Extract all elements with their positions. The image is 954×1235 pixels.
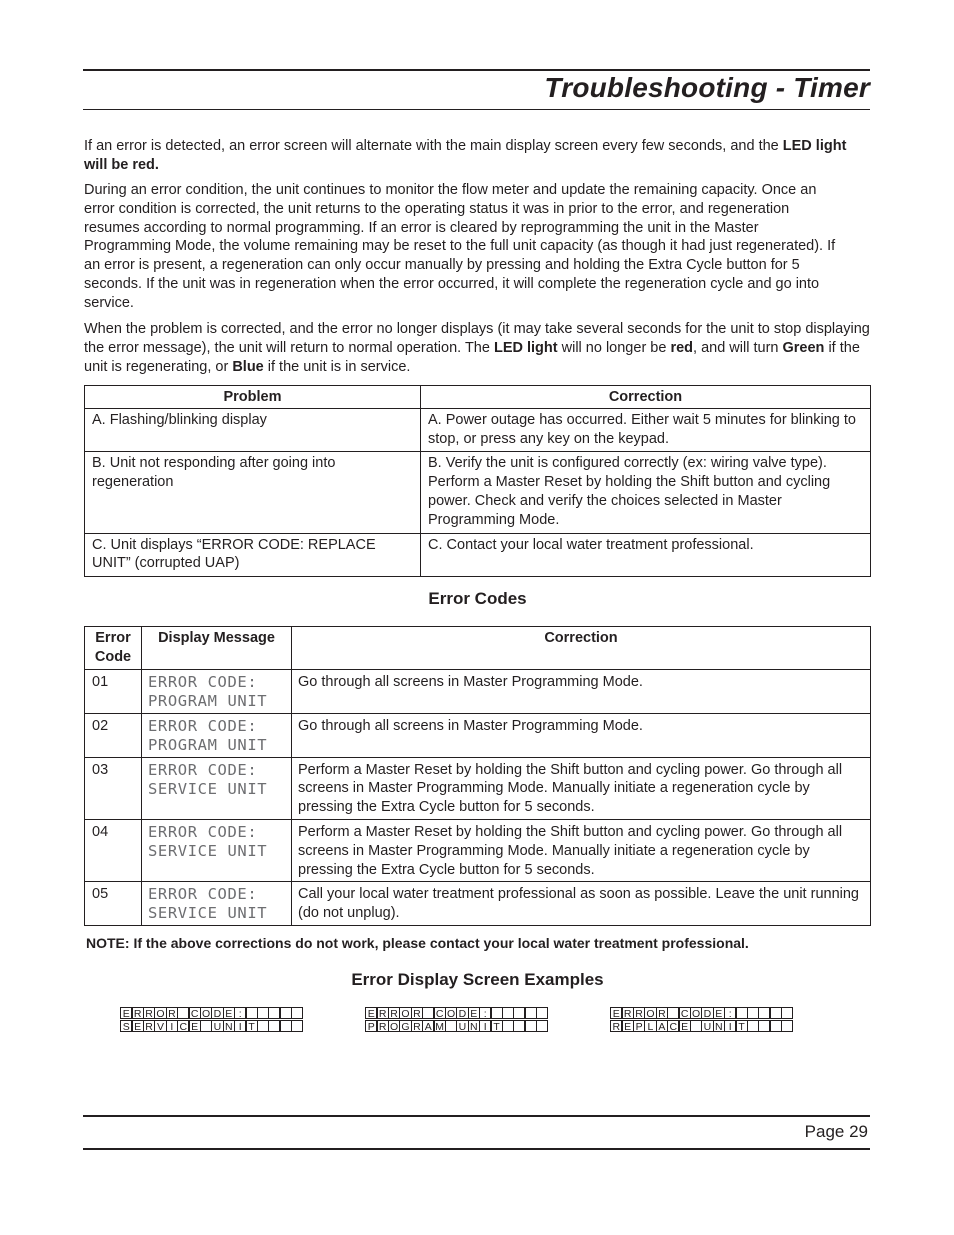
lcd-cell [770, 1007, 782, 1019]
lcd-cell: O [690, 1007, 702, 1019]
lcd-cell: E [622, 1020, 634, 1032]
p3-text-g: if the unit is regenerating, or [84, 339, 860, 375]
lcd-cell [257, 1020, 269, 1032]
lcd-cell [536, 1007, 548, 1019]
table-row [85, 882, 871, 926]
lcd-cell [445, 1020, 457, 1032]
intro-p1-bold: LED light will be red. [84, 138, 847, 173]
lcd-cell [667, 1007, 679, 1019]
p3-green: Green [782, 339, 825, 356]
lcd-cell: P [365, 1020, 377, 1032]
display-message-cell [142, 882, 292, 926]
lcd-cell: R [610, 1020, 622, 1032]
p3-text-e: , and will turn [693, 339, 783, 356]
display-message-cell [142, 669, 292, 713]
correction-cell: Call your local water treatment professional as soon as possible. Leave the unit running (do not unplug). [292, 882, 871, 926]
error-screen-example-2 [366, 1008, 548, 1034]
lcd-cell: E [223, 1007, 235, 1019]
lcd-cell: O [399, 1007, 411, 1019]
lcd-cell [280, 1020, 292, 1032]
p3-red: red [670, 339, 694, 356]
lcd-cell [525, 1007, 537, 1019]
table-row [85, 757, 871, 819]
lcd-cell: L [644, 1020, 656, 1032]
lcd-line-2: SERVICE UNIT [148, 904, 268, 923]
lcd-line-1: ERROR CODE: [148, 885, 258, 904]
error-code-cell: 04 [85, 819, 142, 881]
lcd-cell: C [189, 1007, 201, 1019]
p3-led-light: LED light [493, 339, 558, 356]
lcd-line-2: PROGRAM UNIT [148, 691, 268, 710]
lcd-cell: U [701, 1020, 713, 1032]
lcd-cell: D [211, 1007, 223, 1019]
footer-bottom-rule [83, 1148, 870, 1150]
note-text: NOTE: If the above corrections do not work, please contact your local water treatment professional. [86, 935, 749, 951]
lcd-cell: R [143, 1007, 155, 1019]
lcd-cell: T [491, 1020, 503, 1032]
lcd-row-line1 [611, 1008, 793, 1021]
problem-correction-table [84, 385, 871, 577]
lcd-cell: R [166, 1007, 178, 1019]
lcd-cell: N [223, 1020, 235, 1032]
lcd-cell: D [456, 1007, 468, 1019]
lcd-cell: E [468, 1007, 480, 1019]
correction-header: Correction [292, 627, 871, 670]
lcd-cell [736, 1007, 748, 1019]
lcd-cell: E [713, 1007, 725, 1019]
lcd-cell: N [468, 1020, 480, 1032]
lcd-cell: E [132, 1020, 144, 1032]
lcd-cell: E [189, 1020, 201, 1032]
lcd-line-2: SERVICE UNIT [148, 779, 268, 798]
lcd-cell: O [154, 1007, 166, 1019]
table-header-row [85, 627, 871, 670]
lcd-cell [177, 1007, 189, 1019]
lcd-cell [513, 1020, 525, 1032]
table-row [85, 669, 871, 713]
error-code-cell: 01 [85, 669, 142, 713]
p3-text-i: if the unit is in service. [263, 358, 411, 375]
lcd-cell [781, 1020, 793, 1032]
lcd-cell: T [736, 1020, 748, 1032]
lcd-cell: O [644, 1007, 656, 1019]
p3-text-a: When the problem is corrected, and the error no longer displays (it may take several seconds for the unit to stop displaying the error message), the unit will return to normal operation. The [84, 321, 870, 356]
lcd-cell: R [411, 1007, 423, 1019]
lcd-row-line1 [366, 1008, 548, 1021]
lcd-cell [502, 1020, 514, 1032]
lcd-cell: P [633, 1020, 645, 1032]
lcd-row-line2 [121, 1021, 303, 1034]
correction-cell: Perform a Master Reset by holding the Shift button and cycling power. Go through all screens in Master Programming Mode. Manually initiate a regeneration cycle by pressing the Extra Cycle button for 5 seconds. [292, 819, 871, 881]
lcd-cell [291, 1007, 303, 1019]
intro-paragraph-1 [84, 137, 870, 175]
lcd-row-line1 [121, 1008, 303, 1021]
lcd-cell: : [479, 1007, 491, 1019]
lcd-line-1: ERROR CODE: [148, 760, 258, 779]
lcd-cell [280, 1007, 292, 1019]
table-header-row [85, 386, 871, 409]
lcd-cell [758, 1007, 770, 1019]
lcd-cell: : [724, 1007, 736, 1019]
lcd-line-2: PROGRAM UNIT [148, 735, 268, 754]
lcd-cell: O [200, 1007, 212, 1019]
lcd-cell: I [724, 1020, 736, 1032]
lcd-cell: R [377, 1020, 389, 1032]
lcd-cell: R [132, 1007, 144, 1019]
lcd-cell: I [234, 1020, 246, 1032]
lcd-cell [747, 1020, 759, 1032]
lcd-cell: S [120, 1020, 132, 1032]
lcd-cell: R [388, 1007, 400, 1019]
table-row [85, 452, 871, 533]
lcd-cell [502, 1007, 514, 1019]
table-row [85, 533, 871, 577]
lcd-line-1: ERROR CODE: [148, 822, 258, 841]
problem-cell: C. Unit displays “ERROR CODE: REPLACE UNIT” (corrupted UAP) [85, 533, 421, 577]
lcd-cell [291, 1020, 303, 1032]
footer-top-rule [83, 1115, 870, 1117]
display-message-cell [142, 819, 292, 881]
error-code-header: Error Code [85, 627, 142, 670]
lcd-cell [491, 1007, 503, 1019]
correction-cell: C. Contact your local water treatment professional. [421, 533, 871, 577]
error-screen-example-1 [121, 1008, 303, 1034]
correction-cell: Perform a Master Reset by holding the Shift button and cycling power. Go through all screens in Master Programming Mode. Manually initiate a regeneration cycle by pressing the Extra Cycle button for 5 seconds. [292, 757, 871, 819]
lcd-cell: R [411, 1020, 423, 1032]
error-codes-heading: Error Codes [428, 589, 527, 608]
lcd-cell [422, 1007, 434, 1019]
lcd-cell [781, 1007, 793, 1019]
correction-cell: B. Verify the unit is configured correctly (ex: wiring valve type). Perform a Master Reset by holding the Shift button and cycling power. Check and verify the choices selected in Master Programming Mode. [421, 452, 871, 533]
lcd-cell: U [211, 1020, 223, 1032]
lcd-cell: E [610, 1007, 622, 1019]
lcd-cell: O [445, 1007, 457, 1019]
error-codes-table [84, 626, 871, 926]
intro-p1-text: If an error is detected, an error screen will alternate with the main display screen every few seconds, and the [84, 138, 783, 154]
lcd-cell: A [656, 1020, 668, 1032]
lcd-row-line2 [611, 1021, 793, 1034]
lcd-cell [770, 1020, 782, 1032]
lcd-cell: E [365, 1007, 377, 1019]
correction-cell: Go through all screens in Master Programming Mode. [292, 669, 871, 713]
table-row [85, 819, 871, 881]
correction-cell: A. Power outage has occurred. Either wait 5 minutes for blinking to stop, or press any key on the keypad. [421, 408, 871, 452]
error-code-cell: 05 [85, 882, 142, 926]
lcd-cell [268, 1007, 280, 1019]
lcd-cell [690, 1020, 702, 1032]
display-message-cell [142, 757, 292, 819]
title-underline [83, 109, 870, 110]
lcd-cell: V [154, 1020, 166, 1032]
lcd-cell [525, 1020, 537, 1032]
lcd-cell: R [143, 1020, 155, 1032]
lcd-row-line2 [366, 1021, 548, 1034]
display-message-cell [142, 713, 292, 757]
table-row [85, 408, 871, 452]
top-rule [83, 69, 870, 71]
lcd-cell: I [479, 1020, 491, 1032]
p3-blue: Blue [232, 358, 264, 375]
page-title: Troubleshooting - Timer [544, 72, 870, 103]
lcd-cell [513, 1007, 525, 1019]
examples-heading: Error Display Screen Examples [351, 970, 604, 989]
lcd-cell: C [434, 1007, 446, 1019]
lcd-cell: D [701, 1007, 713, 1019]
display-message-header: Display Message [142, 627, 292, 670]
lcd-cell [268, 1020, 280, 1032]
lcd-cell: R [377, 1007, 389, 1019]
lcd-cell: M [435, 1021, 445, 1034]
lcd-cell: C [679, 1007, 691, 1019]
lcd-cell: G [399, 1020, 411, 1032]
intro-paragraph-2: During an error condition, the unit continues to monitor the flow meter and update the remaining capacity. Once an error condition is corrected, the unit returns to the operating status it was in prior to the error, and regeneration resumes according to normal programming. If an error is cleared by reprogramming the unit in the Master Programming Mode, the volume remaining may be reset to the full unit capacity (as though it had just regenerated). If an error is present, a regeneration can only occur manually by pressing and holding the Extra Cycle button for 5 seconds. If the unit was in regeneration when the error occurred, it will complete the regeneration cycle and go into service. [84, 182, 836, 311]
lcd-cell: T [246, 1020, 258, 1032]
intro-paragraph-3 [84, 320, 870, 376]
p3-text-c: will no longer be [557, 339, 671, 356]
lcd-cell: C [177, 1020, 189, 1032]
lcd-cell: R [622, 1007, 634, 1019]
lcd-cell: R [656, 1007, 668, 1019]
lcd-cell [246, 1007, 258, 1019]
correction-header: Correction [421, 386, 871, 409]
error-code-cell: 03 [85, 757, 142, 819]
lcd-cell [758, 1020, 770, 1032]
problem-header: Problem [85, 386, 421, 409]
table-row [85, 713, 871, 757]
lcd-cell: E [120, 1007, 132, 1019]
lcd-cell: R [633, 1007, 645, 1019]
lcd-cell [747, 1007, 759, 1019]
lcd-cell: O [388, 1020, 400, 1032]
lcd-cell: C [667, 1020, 679, 1032]
error-code-cell: 02 [85, 713, 142, 757]
lcd-cell [536, 1020, 548, 1032]
lcd-line-1: ERROR CODE: [148, 672, 258, 691]
lcd-cell: A [422, 1020, 434, 1032]
lcd-cell: I [166, 1020, 178, 1032]
lcd-line-1: ERROR CODE: [148, 716, 258, 735]
lcd-cell [200, 1020, 212, 1032]
page-number: Page 29 [804, 1122, 868, 1141]
lcd-cell: U [456, 1020, 468, 1032]
lcd-line-2: SERVICE UNIT [148, 841, 268, 860]
lcd-cell [257, 1007, 269, 1019]
lcd-cell: : [234, 1007, 246, 1019]
correction-cell: Go through all screens in Master Programming Mode. [292, 713, 871, 757]
error-screen-example-3 [611, 1008, 793, 1034]
lcd-cell: E [679, 1020, 691, 1032]
lcd-cell: N [713, 1020, 725, 1032]
problem-cell: A. Flashing/blinking display [85, 408, 421, 452]
problem-cell: B. Unit not responding after going into regeneration [85, 452, 421, 533]
